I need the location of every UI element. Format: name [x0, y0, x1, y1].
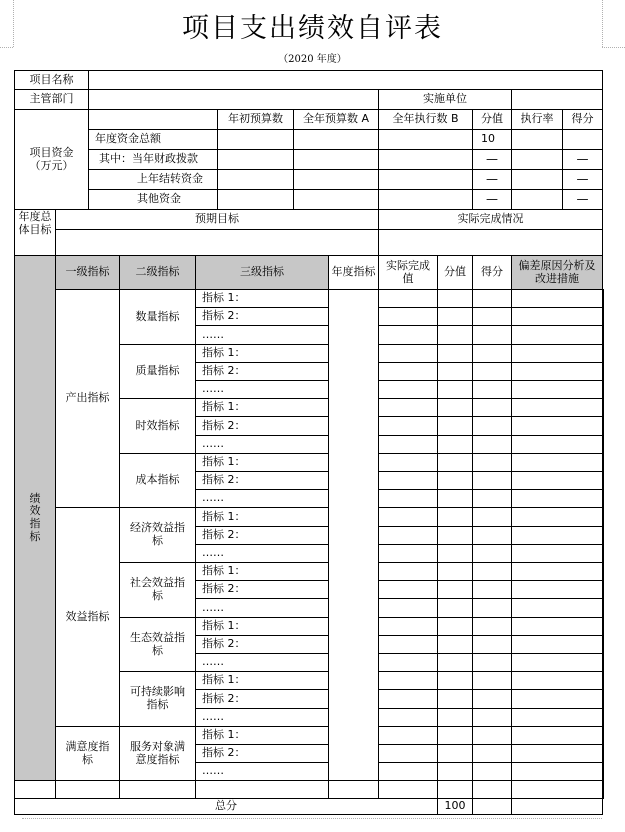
indicator-value-cell[interactable] [378, 507, 438, 527]
indicator-value-cell[interactable] [602, 289, 604, 308]
indicator-value-cell[interactable] [602, 453, 604, 472]
page-title: 项目支出绩效自评表 [182, 13, 443, 44]
level2-indicator: 质量指标 [119, 344, 196, 399]
indicator-value-cell[interactable] [472, 635, 512, 654]
funds-value-cell[interactable] [511, 189, 563, 210]
funds-col-header: 全年执行数 B [378, 109, 473, 130]
funds-value-cell[interactable] [378, 169, 473, 190]
empty-row-cell[interactable] [511, 780, 603, 799]
indicator-value-cell[interactable] [472, 307, 512, 326]
indicator-value-cell[interactable] [437, 653, 473, 672]
indicator-value-cell[interactable] [437, 562, 473, 581]
indicator-value-cell[interactable] [437, 344, 473, 363]
indicator-value-cell[interactable] [437, 453, 473, 472]
indicator-value-cell[interactable] [511, 526, 603, 545]
funds-value-cell[interactable] [378, 189, 473, 210]
performance-col-header: 年度指标 [328, 255, 379, 290]
indicator-value-cell[interactable] [472, 562, 512, 581]
total-label: 总分 [14, 798, 438, 815]
indicator-value-cell[interactable] [602, 671, 604, 690]
page-edge-top-right [602, 47, 625, 48]
level2-indicator: 可持续影响指标 [119, 671, 196, 727]
funds-row-label: 其他资金 [88, 189, 218, 210]
indicator-value-cell[interactable] [472, 544, 512, 563]
indicator-value-cell[interactable] [472, 435, 512, 454]
indicator-value-cell[interactable] [437, 325, 473, 345]
level3-indicator[interactable]: 指标 1： [195, 289, 329, 308]
funds-value-cell[interactable] [217, 169, 294, 190]
indicator-value-cell[interactable] [602, 726, 604, 745]
empty-row-cell [14, 780, 56, 799]
indicator-value-cell[interactable] [511, 307, 603, 326]
indicator-value-cell[interactable] [472, 453, 512, 472]
level3-indicator[interactable]: 指标 2： [195, 471, 329, 490]
level2-indicator: 数量指标 [119, 289, 196, 345]
indicator-value-cell[interactable] [378, 526, 438, 545]
indicator-value-cell[interactable] [472, 398, 512, 417]
goals-label: 年度总体目标 [14, 209, 56, 290]
indicator-value-cell[interactable] [472, 762, 512, 781]
indicator-value-cell[interactable] [437, 689, 473, 709]
indicator-value-cell[interactable] [602, 544, 604, 563]
indicator-value-cell[interactable] [602, 762, 604, 781]
level2-indicator: 社会效益指标 [119, 562, 196, 618]
indicator-value-cell[interactable] [602, 653, 604, 672]
funds-value-cell[interactable] [562, 129, 603, 150]
indicator-value-cell[interactable] [437, 362, 473, 381]
funds-col-header: 分值 [472, 109, 512, 130]
indicator-value-cell[interactable] [437, 380, 473, 399]
level1-indicator: 效益指标 [55, 507, 120, 727]
level2-indicator: 生态效益指标 [119, 617, 196, 672]
indicator-value-cell[interactable] [378, 671, 438, 690]
indicator-value-cell[interactable] [378, 453, 438, 472]
funds-total-score[interactable]: 10 [472, 129, 512, 150]
indicator-value-cell[interactable] [511, 708, 603, 727]
level3-indicator[interactable]: …… [195, 708, 329, 727]
indicator-value-cell[interactable] [472, 580, 512, 599]
indicator-value-cell[interactable] [511, 453, 603, 472]
dash-mark[interactable]: — [562, 169, 603, 190]
project-name-value[interactable] [88, 70, 603, 90]
indicator-value-cell[interactable] [472, 726, 512, 745]
level3-indicator[interactable]: 指标 2： [195, 307, 329, 326]
dash-mark[interactable]: — [472, 169, 512, 190]
indicator-value-cell[interactable] [472, 507, 512, 527]
funds-col-header: 执行率 [511, 109, 563, 130]
indicator-value-cell[interactable] [511, 344, 603, 363]
level3-indicator[interactable]: …… [195, 435, 329, 454]
empty-row-cell[interactable] [328, 780, 379, 799]
dept-value[interactable] [88, 89, 379, 110]
indicator-value-cell[interactable] [378, 653, 438, 672]
performance-col-header: 偏差原因分析及改进措施 [511, 255, 603, 290]
performance-col-header: 分值 [437, 255, 473, 290]
indicator-value-cell[interactable] [511, 380, 603, 399]
indicator-value-cell[interactable] [437, 708, 473, 727]
empty-row-cell[interactable] [119, 780, 196, 799]
indicator-value-cell[interactable] [602, 380, 604, 399]
indicator-value-cell[interactable] [602, 325, 604, 345]
indicator-value-cell[interactable] [472, 526, 512, 545]
dept-label: 主管部门 [14, 89, 89, 110]
indicator-value-cell[interactable] [437, 416, 473, 436]
level3-indicator[interactable]: …… [195, 325, 329, 345]
indicator-value-cell[interactable] [437, 471, 473, 490]
indicator-value-cell[interactable] [437, 507, 473, 527]
funds-value-cell[interactable] [378, 129, 473, 150]
funds-value-cell[interactable] [511, 169, 563, 190]
indicator-value-cell[interactable] [602, 507, 604, 527]
level2-indicator: 成本指标 [119, 453, 196, 508]
dash-mark[interactable]: — [562, 149, 603, 170]
indicator-value-cell[interactable] [437, 617, 473, 636]
indicator-value-cell[interactable] [378, 726, 438, 745]
indicator-value-cell[interactable] [378, 489, 438, 508]
indicator-value-cell[interactable] [437, 744, 473, 763]
indicator-value-cell[interactable] [378, 689, 438, 709]
indicator-value-cell[interactable] [511, 489, 603, 508]
indicator-value-cell[interactable] [511, 398, 603, 417]
level3-indicator[interactable]: 指标 2： [195, 689, 329, 709]
indicator-value-cell[interactable] [511, 507, 603, 527]
indicator-value-cell[interactable] [378, 471, 438, 490]
page-edge-bottom [22, 818, 602, 819]
indicator-value-cell[interactable] [378, 416, 438, 436]
dash-mark[interactable]: — [472, 189, 512, 210]
indicator-value-cell[interactable] [602, 598, 604, 618]
level3-indicator[interactable]: 指标 1： [195, 507, 329, 527]
indicator-value-cell[interactable] [511, 362, 603, 381]
indicator-value-cell[interactable] [378, 598, 438, 618]
indicator-value-cell[interactable] [472, 489, 512, 508]
level3-indicator[interactable]: 指标 1： [195, 726, 329, 745]
level2-indicator: 服务对象满意度指标 [119, 726, 196, 781]
empty-row-cell[interactable] [602, 780, 604, 799]
level3-indicator[interactable]: 指标 1： [195, 617, 329, 636]
project-name-label: 项目名称 [14, 70, 89, 90]
indicator-value-cell[interactable] [378, 762, 438, 781]
funds-value-cell[interactable] [293, 149, 379, 170]
indicator-value-cell[interactable] [511, 289, 603, 308]
indicator-value-cell[interactable] [602, 744, 604, 763]
empty-row-cell[interactable] [472, 780, 512, 799]
indicator-value-cell[interactable] [602, 689, 604, 709]
indicator-value-cell[interactable] [511, 562, 603, 581]
page-subtitle: （2020 年度） [278, 54, 347, 65]
indicator-value-cell[interactable] [472, 416, 512, 436]
indicator-value-cell[interactable] [472, 708, 512, 727]
level3-indicator[interactable]: 指标 2： [195, 362, 329, 381]
level3-indicator[interactable]: 指标 1： [195, 398, 329, 417]
impl-label: 实施单位 [378, 89, 512, 110]
indicator-value-cell[interactable] [437, 580, 473, 599]
indicator-value-cell[interactable] [378, 580, 438, 599]
funds-row-label: 年度资金总额 [88, 129, 218, 150]
indicator-value-cell[interactable] [602, 471, 604, 490]
indicator-value-cell[interactable] [602, 708, 604, 727]
level3-indicator[interactable]: 指标 2： [195, 416, 329, 436]
performance-col-header: 三级指标 [195, 255, 329, 290]
indicator-value-cell[interactable] [511, 471, 603, 490]
level3-indicator[interactable]: 指标 2： [195, 635, 329, 654]
funds-value-cell[interactable] [511, 149, 563, 170]
indicator-value-cell[interactable] [511, 653, 603, 672]
level3-indicator[interactable]: 指标 1： [195, 562, 329, 581]
funds-value-cell[interactable] [293, 189, 379, 210]
indicator-value-cell[interactable] [511, 635, 603, 654]
indicator-value-cell[interactable] [602, 526, 604, 545]
indicator-value-cell[interactable] [437, 526, 473, 545]
empty-row-cell[interactable] [378, 780, 438, 799]
funds-row-label: 其中：当年财政拨款 [88, 149, 218, 170]
indicator-value-cell[interactable] [437, 398, 473, 417]
funds-col-header: 全年预算数 A [293, 109, 379, 130]
level3-indicator[interactable]: 指标 1： [195, 671, 329, 690]
level3-indicator[interactable]: 指标 2： [195, 744, 329, 763]
indicator-value-cell[interactable] [472, 362, 512, 381]
indicator-value-cell[interactable] [378, 708, 438, 727]
indicator-value-cell[interactable] [511, 617, 603, 636]
indicator-value-cell[interactable] [472, 325, 512, 345]
indicator-value-cell[interactable] [602, 635, 604, 654]
indicator-value-cell[interactable] [602, 489, 604, 508]
funds-label: 项目资金（万元） [14, 109, 89, 210]
indicator-value-cell[interactable] [472, 380, 512, 399]
total-empty-cell[interactable] [511, 798, 603, 815]
dash-mark[interactable]: — [472, 149, 512, 170]
dash-mark[interactable]: — [562, 189, 603, 210]
performance-col-header: 实际完成值 [378, 255, 438, 290]
performance-side-label: 绩效指标 [14, 255, 56, 781]
level3-indicator[interactable]: …… [195, 380, 329, 399]
level3-indicator[interactable]: 指标 1： [195, 344, 329, 363]
indicator-value-cell[interactable] [511, 726, 603, 745]
indicator-value-cell[interactable] [378, 380, 438, 399]
level3-indicator[interactable]: 指标 2： [195, 580, 329, 599]
impl-value[interactable] [511, 89, 603, 110]
indicator-value-cell[interactable] [472, 744, 512, 763]
level3-indicator[interactable]: …… [195, 544, 329, 563]
indicator-value-cell[interactable] [437, 435, 473, 454]
level1-indicator: 满意度指标 [55, 726, 120, 781]
level3-indicator[interactable]: …… [195, 762, 329, 781]
indicator-value-cell[interactable] [437, 289, 473, 308]
funds-value-cell[interactable] [511, 129, 563, 150]
indicator-value-cell[interactable] [472, 598, 512, 618]
indicator-value-cell[interactable] [602, 362, 604, 381]
indicator-value-cell[interactable] [602, 344, 604, 363]
indicator-value-cell[interactable] [437, 307, 473, 326]
indicator-value-cell[interactable] [511, 435, 603, 454]
indicator-value-cell[interactable] [378, 617, 438, 636]
performance-col-header: 得分 [472, 255, 512, 290]
funds-value-cell[interactable] [293, 169, 379, 190]
funds-header-blank [88, 109, 218, 130]
indicator-value-cell[interactable] [602, 580, 604, 599]
goals-actual-header: 实际完成情况 [378, 209, 603, 230]
funds-value-cell[interactable] [217, 189, 294, 210]
empty-row-cell[interactable] [195, 780, 329, 799]
funds-row-label: 上年结转资金 [88, 169, 218, 190]
funds-value-cell[interactable] [217, 129, 294, 150]
level3-indicator[interactable]: …… [195, 598, 329, 618]
indicator-value-cell[interactable] [437, 598, 473, 618]
funds-col-header: 年初预算数 [217, 109, 294, 130]
indicator-value-cell[interactable] [511, 580, 603, 599]
indicator-value-cell[interactable] [378, 562, 438, 581]
indicator-value-cell[interactable] [472, 671, 512, 690]
indicator-value-cell[interactable] [378, 398, 438, 417]
indicator-value-cell[interactable] [511, 416, 603, 436]
indicator-value-cell[interactable] [378, 362, 438, 381]
indicator-value-cell[interactable] [511, 689, 603, 709]
indicator-value-cell[interactable] [511, 544, 603, 563]
funds-value-cell[interactable] [217, 149, 294, 170]
indicator-value-cell[interactable] [472, 653, 512, 672]
level3-indicator[interactable]: 指标 2： [195, 526, 329, 545]
empty-row-cell[interactable] [437, 780, 473, 799]
level3-indicator[interactable]: 指标 1： [195, 453, 329, 472]
funds-value-cell[interactable] [378, 149, 473, 170]
funds-value-cell[interactable] [293, 129, 379, 150]
goals-expected-header: 预期目标 [55, 209, 379, 230]
indicator-value-cell[interactable] [472, 689, 512, 709]
indicator-value-cell[interactable] [437, 726, 473, 745]
indicator-value-cell[interactable] [472, 289, 512, 308]
indicator-value-cell[interactable] [378, 635, 438, 654]
indicator-value-cell[interactable] [378, 289, 438, 308]
indicator-value-cell[interactable] [472, 617, 512, 636]
indicator-value-cell[interactable] [437, 762, 473, 781]
indicator-value-cell[interactable] [511, 598, 603, 618]
indicator-value-cell[interactable] [437, 489, 473, 508]
indicator-value-cell[interactable] [602, 307, 604, 326]
level2-indicator: 时效指标 [119, 398, 196, 454]
indicator-value-cell[interactable] [511, 325, 603, 345]
level3-indicator[interactable]: …… [195, 489, 329, 508]
indicator-value-cell[interactable] [378, 344, 438, 363]
level1-indicator: 产出指标 [55, 289, 120, 508]
indicator-value-cell[interactable] [511, 671, 603, 690]
performance-col-header: 一级指标 [55, 255, 120, 290]
indicator-value-cell[interactable] [437, 671, 473, 690]
indicator-value-cell[interactable] [378, 435, 438, 454]
total-score: 100 [437, 798, 473, 815]
level2-indicator: 经济效益指标 [119, 507, 196, 563]
indicator-value-cell[interactable] [472, 344, 512, 363]
indicator-value-cell[interactable] [437, 635, 473, 654]
indicator-value-cell[interactable] [472, 471, 512, 490]
page-edge-top-left [0, 47, 13, 48]
funds-col-header: 得分 [562, 109, 603, 130]
indicator-value-cell[interactable] [602, 435, 604, 454]
indicator-value-cell[interactable] [511, 762, 603, 781]
indicator-value-cell[interactable] [602, 416, 604, 436]
indicator-value-cell[interactable] [511, 744, 603, 763]
indicator-value-cell[interactable] [602, 562, 604, 581]
indicator-value-cell[interactable] [378, 307, 438, 326]
indicator-value-cell[interactable] [602, 617, 604, 636]
indicator-value-cell[interactable] [378, 744, 438, 763]
indicator-value-cell[interactable] [378, 325, 438, 345]
indicator-value-cell[interactable] [602, 398, 604, 417]
level3-indicator[interactable]: …… [195, 653, 329, 672]
indicator-value-cell[interactable] [437, 544, 473, 563]
performance-col-header: 二级指标 [119, 255, 196, 290]
indicator-value-cell[interactable] [378, 544, 438, 563]
total-empty-cell[interactable] [472, 798, 512, 815]
